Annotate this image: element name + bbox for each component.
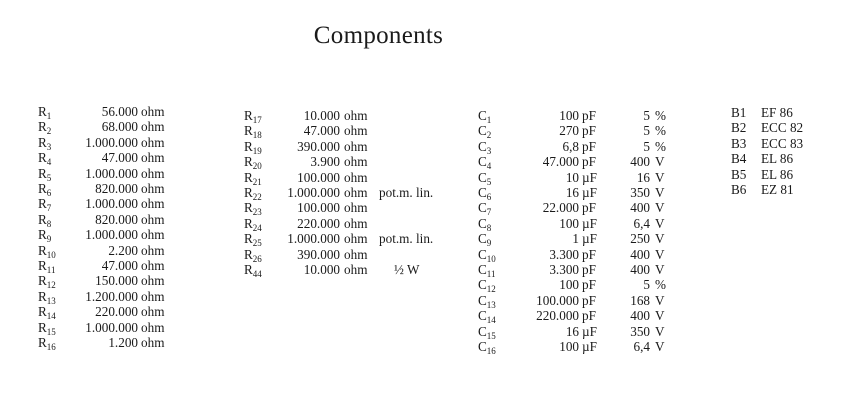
resistor-unit: ohm	[141, 242, 165, 258]
capacitor-rating-unit: V	[655, 169, 665, 185]
resistor-unit: ohm	[141, 258, 165, 273]
resistor-value: 47.000	[101, 150, 138, 166]
resistor-unit: ohm	[141, 335, 165, 350]
capacitor-rating-unit: V	[655, 246, 665, 262]
component-ref	[38, 320, 56, 335]
resistor-value: 1.000.000	[287, 185, 340, 200]
capacitor-unit: µF	[582, 323, 597, 339]
component-ref	[38, 150, 52, 168]
ref-letter: C	[478, 262, 487, 277]
ref-letter: R	[244, 154, 253, 170]
ref-letter: R	[38, 119, 47, 135]
page-title: Components	[313, 22, 444, 49]
resistor-value: 150.000	[95, 273, 138, 289]
component-ref	[244, 231, 262, 249]
component-ref	[38, 289, 56, 304]
resistor-value: 2.200	[108, 242, 138, 258]
ref-letter: R	[244, 231, 253, 247]
component-ref	[38, 212, 51, 227]
tube-ref: B4	[731, 151, 747, 167]
capacitor-rating-unit: V	[655, 231, 665, 247]
ref-index: 11	[486, 269, 496, 279]
tube-type: ECC 83	[761, 135, 804, 151]
resistor-value: 1.000.000	[85, 165, 138, 181]
capacitor-value: 16	[565, 185, 579, 200]
capacitor-rating: 350	[630, 323, 650, 339]
ref-letter: C	[478, 123, 487, 139]
ref-index: 22	[252, 192, 262, 202]
resistor-value: 220.000	[95, 304, 138, 320]
capacitor-value: 100	[559, 339, 579, 354]
ref-index: 1	[486, 115, 492, 125]
ref-letter: R	[38, 211, 47, 227]
ref-letter: R	[38, 150, 47, 166]
component-ref	[478, 247, 496, 262]
capacitor-unit: pF	[582, 138, 596, 154]
ref-letter: C	[478, 339, 487, 354]
capacitor-rating: 6,4	[633, 215, 650, 231]
ref-index: 16	[486, 346, 496, 356]
resistor-unit: ohm	[344, 123, 368, 139]
component-ref	[38, 104, 51, 119]
component-ref	[244, 200, 262, 218]
capacitor-rating-unit: %	[655, 108, 666, 123]
capacitor-unit: pF	[582, 246, 596, 262]
ref-letter: C	[478, 231, 487, 247]
resistor-unit: ohm	[141, 150, 165, 166]
component-ref	[38, 166, 51, 181]
ref-index: 4	[486, 161, 492, 172]
component-ref	[38, 196, 52, 214]
ref-letter: R	[244, 262, 253, 277]
resistor-note: pot.m. lin.	[379, 185, 434, 200]
capacitor-value: 3.300	[549, 262, 579, 277]
resistor-value: 10.000	[303, 108, 340, 123]
component-ref	[478, 139, 491, 154]
ref-index: 8	[486, 222, 492, 233]
component-ref	[478, 170, 491, 185]
component-ref	[38, 119, 52, 137]
resistor-value: 1.000.000	[85, 227, 138, 243]
resistor-value: 10.000	[303, 262, 340, 277]
ref-letter: C	[478, 138, 487, 154]
capacitor-value: 100.000	[536, 292, 579, 308]
ref-index: 23	[252, 207, 262, 218]
ref-index: 5	[46, 172, 52, 183]
capacitor-value: 100	[559, 215, 579, 231]
ref-letter: R	[244, 185, 253, 200]
ref-letter: R	[244, 215, 253, 231]
component-ref	[244, 185, 262, 200]
component-ref	[244, 262, 262, 277]
ref-index: 16	[46, 342, 56, 352]
ref-index: 10	[486, 253, 496, 264]
resistor-unit: ohm	[141, 181, 165, 196]
ref-letter: R	[244, 200, 253, 216]
resistor-value: 68.000	[101, 119, 138, 135]
ref-letter: C	[478, 154, 487, 170]
component-ref	[478, 216, 491, 231]
ref-letter: R	[38, 319, 47, 335]
capacitor-rating: 400	[630, 200, 650, 216]
component-ref	[478, 339, 496, 354]
tube-type: EL 86	[761, 166, 794, 182]
component-ref	[38, 135, 51, 150]
tube-type: EL 86	[761, 151, 794, 167]
ref-letter: R	[38, 242, 47, 258]
ref-index: 26	[252, 253, 262, 264]
capacitor-rating-unit: V	[655, 323, 665, 339]
capacitor-rating: 168	[630, 292, 650, 308]
tube-type: EZ 81	[761, 182, 794, 197]
capacitor-rating: 350	[630, 185, 650, 200]
component-ref	[38, 335, 56, 350]
ref-index: 14	[46, 311, 56, 322]
ref-letter: R	[244, 169, 253, 185]
ref-index: 18	[252, 130, 262, 141]
ref-index: 13	[486, 299, 496, 310]
ref-index: 7	[46, 203, 52, 214]
resistor-value: 56.000	[101, 104, 138, 119]
resistor-value: 1.000.000	[85, 134, 138, 150]
capacitor-unit: µF	[582, 215, 597, 231]
ref-letter: R	[244, 246, 253, 262]
component-ref	[478, 308, 496, 326]
component-ref	[244, 154, 262, 172]
ref-index: 11	[46, 265, 56, 275]
component-ref	[244, 170, 262, 185]
tube-ref: B6	[731, 182, 747, 197]
resistor-unit: ohm	[344, 200, 368, 216]
capacitor-rating: 400	[630, 262, 650, 277]
ref-letter: C	[478, 277, 487, 293]
component-ref	[478, 185, 491, 200]
capacitor-unit: µF	[582, 169, 597, 185]
resistor-unit: ohm	[141, 104, 165, 119]
capacitor-unit: pF	[582, 277, 596, 293]
resistor-unit: ohm	[141, 134, 165, 150]
resistor-value: 820.000	[95, 181, 138, 196]
resistor-value: 1.200.000	[85, 288, 138, 304]
capacitor-rating: 250	[630, 231, 650, 247]
capacitor-rating-unit: V	[655, 339, 665, 354]
ref-letter: R	[38, 104, 47, 119]
ref-index: 5	[486, 176, 492, 187]
ref-index: 4	[46, 157, 52, 168]
capacitor-unit: pF	[582, 154, 596, 170]
resistor-unit: ohm	[141, 319, 165, 335]
component-ref	[38, 304, 56, 322]
ref-letter: C	[478, 246, 487, 262]
capacitor-rating: 16	[636, 169, 650, 185]
ref-letter: C	[478, 215, 487, 231]
ref-index: 20	[252, 161, 262, 172]
component-ref	[478, 277, 496, 295]
resistor-unit: ohm	[344, 231, 368, 247]
capacitor-unit: pF	[582, 200, 596, 216]
ref-letter: R	[244, 123, 253, 139]
resistor-value: 390.000	[297, 138, 340, 154]
component-ref	[244, 123, 262, 141]
capacitor-value: 270	[559, 123, 579, 139]
resistor-unit: ohm	[141, 304, 165, 320]
capacitor-rating: 5	[643, 138, 650, 154]
ref-index: 25	[252, 238, 262, 249]
ref-index: 13	[46, 295, 56, 306]
ref-index: 12	[486, 284, 496, 295]
ref-letter: R	[244, 108, 253, 123]
capacitor-rating: 400	[630, 154, 650, 170]
capacitor-unit: pF	[582, 108, 596, 123]
ref-index: 8	[46, 218, 52, 229]
resistor-unit: ohm	[141, 227, 165, 243]
capacitor-rating: 5	[643, 277, 650, 293]
ref-index: 19	[252, 145, 262, 156]
capacitor-rating-unit: %	[655, 123, 666, 139]
capacitor-rating: 400	[630, 308, 650, 324]
tube-type: EF 86	[761, 105, 793, 120]
component-ref	[244, 216, 262, 231]
tube-ref: B5	[731, 166, 747, 182]
capacitor-rating-unit: V	[655, 185, 665, 200]
capacitor-unit: µF	[582, 339, 597, 354]
capacitor-rating: 5	[643, 123, 650, 139]
capacitor-value: 10	[565, 169, 579, 185]
ref-index: 12	[46, 280, 56, 291]
capacitor-rating-unit: V	[655, 200, 665, 216]
ref-index: 2	[486, 130, 492, 141]
ref-index: 21	[252, 176, 262, 187]
component-ref	[38, 258, 55, 273]
ref-letter: C	[478, 292, 487, 308]
component-ref	[38, 181, 51, 196]
capacitor-unit: pF	[582, 262, 596, 277]
component-ref	[478, 123, 492, 141]
component-ref	[244, 139, 262, 154]
ref-index: 3	[486, 145, 492, 156]
ref-letter: R	[38, 335, 47, 350]
resistor-value: 1.000.000	[85, 196, 138, 212]
ref-letter: R	[38, 273, 47, 289]
ref-index: 1	[46, 111, 52, 121]
resistor-value: 220.000	[297, 215, 340, 231]
ref-letter: C	[478, 323, 487, 339]
resistor-unit: ohm	[344, 215, 368, 231]
resistor-unit: ohm	[344, 154, 368, 170]
capacitor-rating-unit: V	[655, 308, 665, 324]
capacitor-rating-unit: V	[655, 292, 665, 308]
capacitor-value: 220.000	[536, 308, 579, 324]
capacitor-rating-unit: V	[655, 215, 665, 231]
ref-index: 15	[46, 326, 56, 337]
resistor-unit: ohm	[344, 185, 368, 200]
ref-letter: R	[38, 227, 47, 243]
capacitor-rating-unit: V	[655, 262, 665, 277]
component-ref	[478, 324, 496, 339]
tube-ref: B2	[731, 120, 747, 136]
capacitor-rating-unit: %	[655, 277, 666, 293]
ref-letter: R	[38, 288, 47, 304]
ref-letter: C	[478, 308, 487, 324]
capacitor-value: 3.300	[549, 246, 579, 262]
resistor-value: 100.000	[297, 200, 340, 216]
resistor-unit: ohm	[141, 196, 165, 212]
component-ref	[38, 243, 56, 258]
ref-index: 7	[486, 207, 492, 218]
capacitor-value: 16	[565, 323, 579, 339]
resistor-unit: ohm	[344, 169, 368, 185]
capacitor-rating-unit: %	[655, 138, 666, 154]
resistor-unit: ohm	[344, 108, 368, 123]
capacitor-value: 100	[559, 277, 579, 293]
ref-index: 15	[486, 330, 496, 341]
resistor-unit: ohm	[141, 211, 165, 227]
ref-index: 6	[486, 192, 492, 202]
resistor-unit: ohm	[141, 165, 165, 181]
tube-ref: B3	[731, 135, 747, 151]
resistor-unit: ohm	[141, 273, 165, 289]
component-ref	[478, 154, 492, 172]
ref-letter: R	[38, 181, 47, 196]
resistor-unit: ohm	[141, 288, 165, 304]
resistor-note: pot.m. lin.	[379, 231, 434, 247]
resistor-value: 47.000	[303, 123, 340, 139]
resistor-value: 1.000.000	[85, 319, 138, 335]
component-ref	[478, 262, 495, 277]
resistor-value: 47.000	[101, 258, 138, 273]
ref-index: 44	[252, 269, 262, 279]
capacitor-unit: pF	[582, 292, 596, 308]
ref-letter: R	[38, 165, 47, 181]
ref-index: 6	[46, 188, 52, 198]
ref-letter: R	[244, 138, 253, 154]
capacitor-rating-unit: V	[655, 154, 665, 170]
ref-index: 3	[46, 141, 52, 152]
ref-letter: C	[478, 108, 487, 123]
component-ref	[38, 227, 52, 245]
ref-letter: C	[478, 200, 487, 216]
ref-index: 14	[486, 315, 496, 326]
capacitor-unit: pF	[582, 308, 596, 324]
resistor-unit: ohm	[141, 119, 165, 135]
capacitor-value: 22.000	[542, 200, 579, 216]
resistor-unit: ohm	[344, 262, 368, 277]
component-ref	[478, 108, 491, 123]
capacitor-value: 1	[572, 231, 579, 247]
resistor-unit: ohm	[344, 246, 368, 262]
resistor-value: 3.900	[310, 154, 340, 170]
ref-index: 2	[46, 126, 52, 137]
ref-letter: R	[38, 134, 47, 150]
resistor-unit: ohm	[344, 138, 368, 154]
resistor-value: 390.000	[297, 246, 340, 262]
tube-ref: B1	[731, 105, 747, 120]
capacitor-value: 47.000	[542, 154, 579, 170]
capacitor-rating: 5	[643, 108, 650, 123]
ref-index: 9	[486, 238, 492, 249]
component-ref	[478, 200, 492, 218]
ref-letter: C	[478, 185, 487, 200]
capacitor-unit: µF	[582, 185, 597, 200]
ref-letter: R	[38, 304, 47, 320]
ref-index: 17	[252, 115, 262, 125]
ref-letter: C	[478, 169, 487, 185]
ref-index: 24	[252, 222, 262, 233]
component-ref	[38, 273, 56, 291]
capacitor-value: 100	[559, 108, 579, 123]
ref-index: 9	[46, 234, 52, 245]
tube-type: ECC 82	[761, 120, 804, 136]
capacitor-value: 6,8	[562, 138, 579, 154]
resistor-value: 820.000	[95, 211, 138, 227]
ref-letter: R	[38, 196, 47, 212]
capacitor-rating: 6,4	[633, 339, 650, 354]
resistor-value: 1.000.000	[287, 231, 340, 247]
resistor-note: ½ W	[394, 262, 420, 277]
ref-letter: R	[38, 258, 47, 273]
capacitor-rating: 400	[630, 246, 650, 262]
capacitor-unit: µF	[582, 231, 597, 247]
capacitor-unit: pF	[582, 123, 596, 139]
resistor-value: 1.200	[108, 335, 138, 350]
component-ref	[478, 293, 496, 308]
component-ref	[244, 108, 262, 123]
component-ref	[478, 231, 492, 249]
component-ref	[244, 247, 262, 262]
resistor-value: 100.000	[297, 169, 340, 185]
ref-index: 10	[46, 249, 56, 260]
